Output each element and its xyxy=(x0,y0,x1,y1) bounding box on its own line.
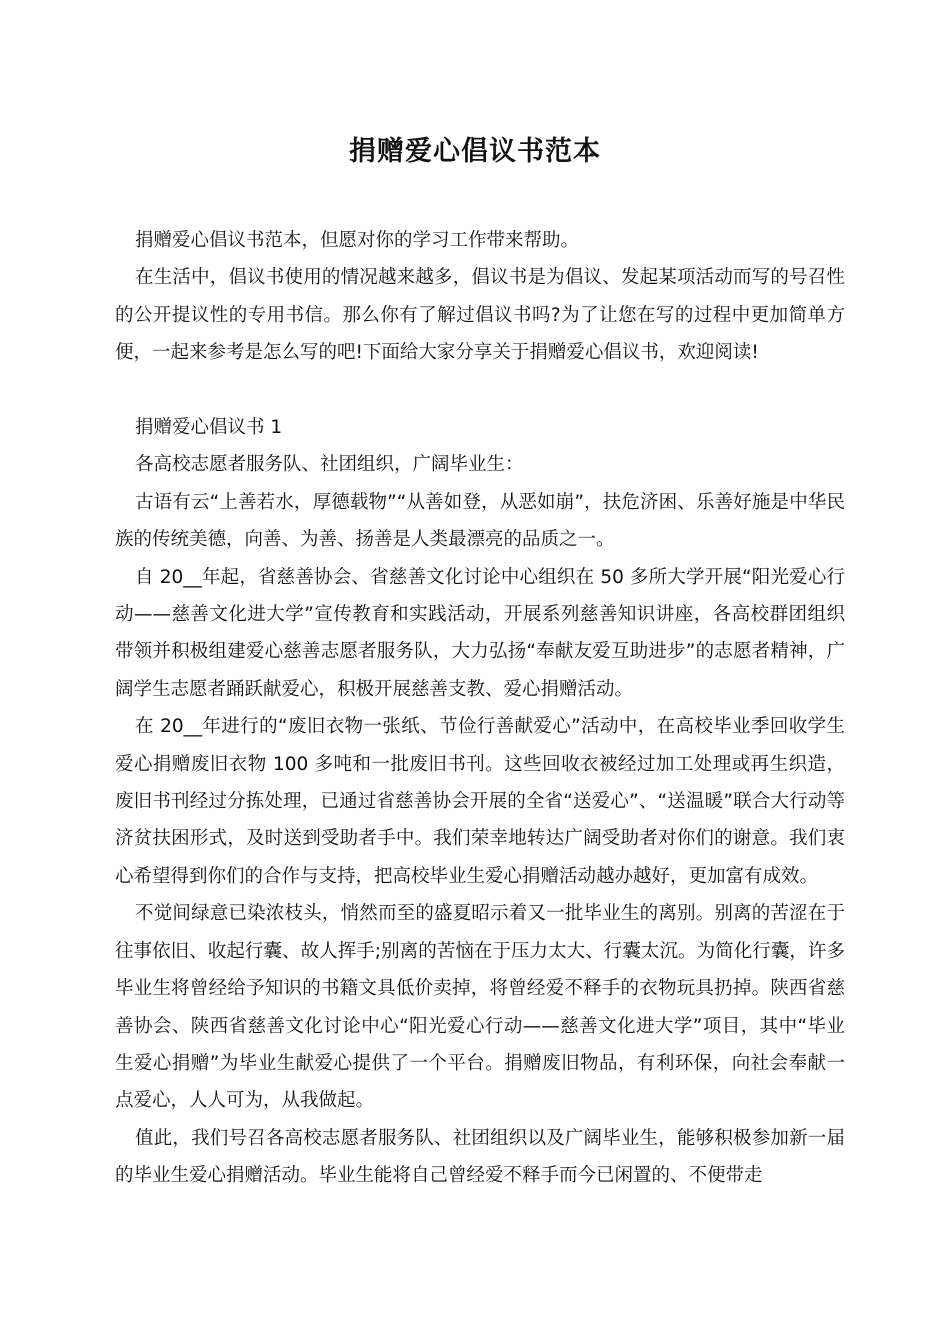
body-paragraph: 自 20__年起，省慈善协会、省慈善文化讨论中心组织在 50 多所大学开展“阳光爱心行动——慈善文化进大学”宣传教育和实践活动，开展系列慈善知识讲座，各高校群团组织带领并积极组建爱心慈善志愿者服务队，大力弘扬“奉献友爱互助进步”的志愿者精神，广阔学生志愿者踊跃献爱心，积极开展慈善支教、爱心捐赠活动。 xyxy=(115,566,845,700)
document-title: 捐赠爱心倡议书范本 xyxy=(349,136,601,167)
intro-paragraph: 捐赠爱心倡议书范本，但愿对你的学习工作带来帮助。 xyxy=(135,230,580,251)
body-paragraph: 不觉间绿意已染浓枝头，悄然而至的盛夏昭示着又一批毕业生的离别。别离的苦涩在于往事依旧、收起行囊、故人挥手;别离的苦恼在于压力太大、行囊太沉。为简化行囊，许多毕业生将曾经给予知识的书籍文具低价卖掉，将曾经爱不释手的衣物玩具扔掉。陕西省慈善协会、陕西省慈善文化讨论中心“阳光爱心行动——慈善文化进大学”项目，其中“毕业生爱心捐赠”为毕业生献爱心提供了一个平台。捐赠废旧物品，有利环保，向社会奉献一点爱心，人人可为，从我做起。 xyxy=(115,903,845,1112)
body-paragraph: 值此，我们号召各高校志愿者服务队、社团组织以及广阔毕业生，能够积极参加新一届的毕业生爱心捐赠活动。毕业生能将自己曾经爱不释手而今已闲置的、不便带走 xyxy=(115,1127,845,1187)
section-heading: 捐赠爱心倡议书 1 xyxy=(135,417,283,439)
salutation: 各高校志愿者服务队、社团组织，广阔毕业生： xyxy=(135,454,524,476)
body-paragraph: 古语有云“上善若水，厚德载物”“从善如登，从恶如崩”，扶危济困、乐善好施是中华民族的传统美德，向善、为善、扬善是人类最漂亮的品质之一。 xyxy=(115,491,845,551)
document-body xyxy=(115,222,845,1195)
body-paragraph: 在 20__年进行的“废旧衣物一张纸、节俭行善献爱心”活动中，在高校毕业季回收学生爱心捐赠废旧衣物 100 多吨和一批废旧书刊。这些回收衣被经过加工处理或再生织造，废旧书刊经过分拣处理，已通过省慈善协会开展的全省“送爱心”、“送温暖”联合大行动等济贫扶困形式，及时送到受助者手中。我们荣幸地转达广阔受助者对你们的谢意。我们衷心希望得到你们的合作与支持，把高校毕业生爱心捐赠活动越办越好，更加富有成效。 xyxy=(115,716,845,887)
intro-paragraph: 在生活中，倡议书使用的情况越来越多，倡议书是为倡议、发起某项活动而写的号召性的公开提议性的专用书信。那么你有了解过倡议书吗?为了让您在写的过程中更加简单方便，一起来参考是怎么写的吧!下面给大家分享关于捐赠爱心倡议书，欢迎阅读! xyxy=(115,267,845,364)
